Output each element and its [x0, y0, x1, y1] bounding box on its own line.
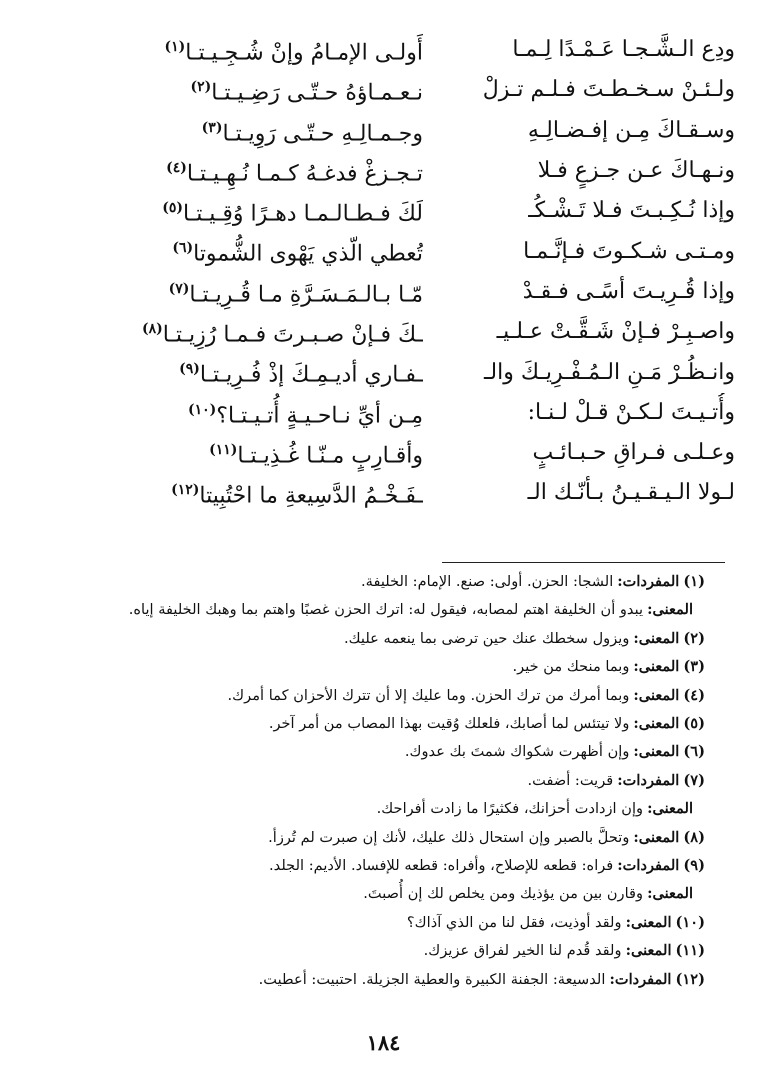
verse	[60, 151, 735, 191]
footnote-key: المعنى:	[647, 885, 693, 903]
footnote-marker: (٨)	[141, 321, 163, 338]
footnote-number: (٩)	[683, 857, 705, 875]
second-hemistich-text: تـجـزغْ فدغـهُ كـمـا نُـهِـيـتـا	[186, 161, 423, 187]
second-hemistich-text: لَكَ فـطـالـمـا دهـرًا وُقِـيـتـا	[183, 201, 423, 227]
first-hemistich: وانـظُـرْ مَـنِ الـمُـفْـرِيـكَ والـ	[483, 359, 735, 385]
footnote-key: المفردات:	[609, 970, 672, 988]
verse	[60, 473, 735, 513]
footnote-marker: (٧)	[168, 280, 190, 297]
footnote-key: المفردات:	[617, 857, 680, 875]
footnote-number: (٤)	[683, 686, 705, 704]
footnote-text: وتحلَّ بالصبر وإن استحال ذلك عليك، لأنك إن صبرت لم تُرزأ.	[268, 828, 630, 846]
footnote-text: وبما منحك من خير.	[512, 658, 630, 676]
footnote	[58, 738, 705, 766]
footnote	[58, 625, 705, 653]
second-hemistich-text: نـعـمـاؤهُ حـتّـى رَضِـيـتـا	[211, 80, 423, 106]
footnote-text: ولقد قُدم لنا الخير لفراق عزيزك.	[423, 942, 622, 960]
footnote-marker: (٣)	[201, 119, 223, 136]
footnote-key: المعنى:	[625, 942, 672, 960]
footnote-separator	[442, 562, 725, 563]
footnote-number: (٦)	[683, 743, 705, 761]
page-number: ١٨٤	[366, 1030, 401, 1055]
poem	[60, 30, 735, 514]
footnote-number: (٨)	[683, 828, 705, 846]
second-hemistich-text: ـفـاري أديـمِـكَ إذْ فُـرِيـتـا	[199, 362, 423, 388]
footnote-key: المعنى:	[633, 629, 680, 647]
footnote-key: المفردات:	[617, 771, 680, 789]
footnote-key: المعنى:	[633, 715, 680, 733]
verse	[60, 231, 735, 271]
footnote-marker: (٤)	[166, 159, 187, 176]
footnote	[58, 568, 705, 596]
footnote	[58, 653, 705, 681]
footnote-text: فراه: قطعه للإصلاح، وأفراه: قطعه للإفساد. الأديم: الجلد.	[269, 857, 614, 875]
footnote	[58, 880, 705, 908]
footnote-number: (٣)	[683, 658, 705, 676]
footnote-text: ولقد أوذيت، فقل لنا من الذي آذاك؟	[406, 913, 622, 931]
footnote-text: قريت: أضفت.	[527, 771, 614, 789]
footnote	[58, 937, 705, 965]
footnote	[58, 682, 705, 710]
footnote-marker: (٦)	[172, 240, 194, 257]
footnote-marker: (٢)	[190, 79, 212, 96]
footnote-key: المعنى:	[647, 800, 693, 818]
footnote-number: (١١)	[675, 942, 705, 960]
verse	[60, 312, 735, 352]
first-hemistich: ودِع الـشَّـجـا عَـمْـدًا لِـمـا	[512, 37, 735, 63]
footnote-text: وإن ازدادت أحزانك، فكثيرًا ما زادت أفراحك.	[376, 800, 644, 818]
second-hemistich-text: مِـن أيِّ نـاحـيـةٍ أُتـيـتـا؟	[216, 402, 423, 428]
second-hemistich-text: ـفَـخْـمُ الدَّسِيعةِ ما احْتُبِيتا	[199, 483, 423, 509]
footnotes	[58, 568, 705, 994]
second-hemistich	[60, 470, 423, 516]
second-hemistich-text: وجـمـالِـهِ حـتّـى رَوِيـتـا	[222, 120, 423, 146]
first-hemistich: واصـبِـرْ فـإنْ شَـقَّـتْ عـلـيـ	[496, 319, 735, 345]
footnote-text: وقارن بين من يؤذيك ومن يخلص لك إن أُصبتَ.	[363, 885, 644, 903]
footnote-key: المعنى:	[647, 601, 693, 619]
verse	[60, 70, 735, 110]
footnote	[58, 596, 705, 624]
footnote-key: المعنى:	[633, 828, 680, 846]
footnote-text: ويزول سخطك عنك حين ترضى بما ينعمه عليك.	[343, 629, 630, 647]
first-hemistich: ولـئـنْ سـخـطـتَ فـلـم تـزلْ	[482, 77, 735, 103]
verse	[60, 272, 735, 312]
second-hemistich-text: مّـا بـالـمَـسَـرَّةِ مـا قُـرِيـتـا	[189, 282, 423, 308]
footnote-marker: (١)	[164, 38, 186, 55]
second-hemistich-text: ـكَ فـإنْ صـبـرتَ فـمـا رُزِيـتـا	[162, 322, 423, 348]
first-hemistich: وإذا نُـكِـبـتَ فـلا تَـشْـكُـ	[528, 198, 735, 224]
footnote	[58, 795, 705, 823]
footnote-number: (١)	[683, 573, 705, 590]
first-hemistich: وسـقـاكَ مِـن إفـضـالِـهِ	[527, 117, 735, 143]
first-hemistich: وأُتـيـتَ لـكـنْ قـلْ لـنـا:	[527, 399, 735, 425]
verse	[60, 393, 735, 433]
footnote-text: الشجا: الحزن. أولى: صنع. الإمام: الخليفة.	[361, 573, 614, 590]
footnote-marker: (١١)	[209, 441, 238, 458]
footnote-text: يبدو أن الخليفة اهتم لمصابه، فيقول له: اترك الحزن غصبًا واهتم بما وهبك الخليفة إياه.	[128, 601, 644, 619]
second-hemistich-text: وأقـارِبٍ مـنّـا غُـذِيـتـا	[237, 443, 423, 469]
footnote-number: (١٠)	[675, 913, 705, 931]
footnote	[58, 966, 705, 994]
first-hemistich: وعـلـى فـراقِ حـبـائـبٍ	[532, 440, 735, 466]
verse	[60, 433, 735, 473]
second-hemistich-text: تُعطي الّذي يَهْوى الشُّموتا	[193, 241, 423, 267]
verse	[60, 30, 735, 70]
first-hemistich: ومـتـى شـكـوتَ فـإنَّـمـا	[523, 238, 735, 264]
footnote	[58, 909, 705, 937]
footnote-marker: (٩)	[179, 361, 200, 378]
footnote-marker: (١٢)	[171, 482, 200, 499]
footnote-text: ولا تيتئس لما أصابك، فلعلك وُقيت بهذا المصاب من أمر آخر.	[268, 715, 630, 733]
first-hemistich: لـولا الـيـقـيـنُ بـأنّـك الـ	[527, 480, 735, 506]
footnote-number: (٥)	[683, 715, 705, 733]
verse	[60, 352, 735, 392]
footnote	[58, 824, 705, 852]
footnote-number: (٢)	[683, 629, 705, 647]
footnote-key: المعنى:	[633, 686, 680, 704]
footnote-text: وبما أمرك من ترك الحزن. وما عليك إلا أن تترك الأحزان كما أمرك.	[227, 686, 630, 704]
footnote-key: المعنى:	[625, 913, 672, 931]
first-hemistich: وإذا قُـرِيـتَ أسًـى فـقـدْ	[522, 278, 735, 304]
footnote-key: المعنى:	[633, 743, 680, 761]
footnote-marker: (١٠)	[187, 401, 217, 418]
footnote	[58, 852, 705, 880]
footnote-text: الدسيعة: الجفنة الكبيرة والعطية الجزيلة. احتبيت: أعطيت.	[258, 970, 606, 988]
footnote-text: وإن أظهرت شكواك شمتَ بك عدوك.	[404, 743, 630, 761]
footnote	[58, 710, 705, 738]
verse	[60, 111, 735, 151]
footnote	[58, 767, 705, 795]
footnote-number: (١٢)	[675, 970, 705, 988]
footnote-key: المفردات:	[617, 573, 680, 590]
second-hemistich-text: أَولـى الإمـامُ وإنْ شُـجِـيـتـا	[185, 40, 423, 66]
footnote-marker: (٥)	[162, 200, 184, 217]
verse	[60, 191, 735, 231]
footnote-key: المعنى:	[633, 658, 680, 676]
first-hemistich: ونـهـاكَ عـن جـزعٍ فـلا	[537, 158, 735, 184]
footnote-number: (٧)	[683, 771, 705, 789]
